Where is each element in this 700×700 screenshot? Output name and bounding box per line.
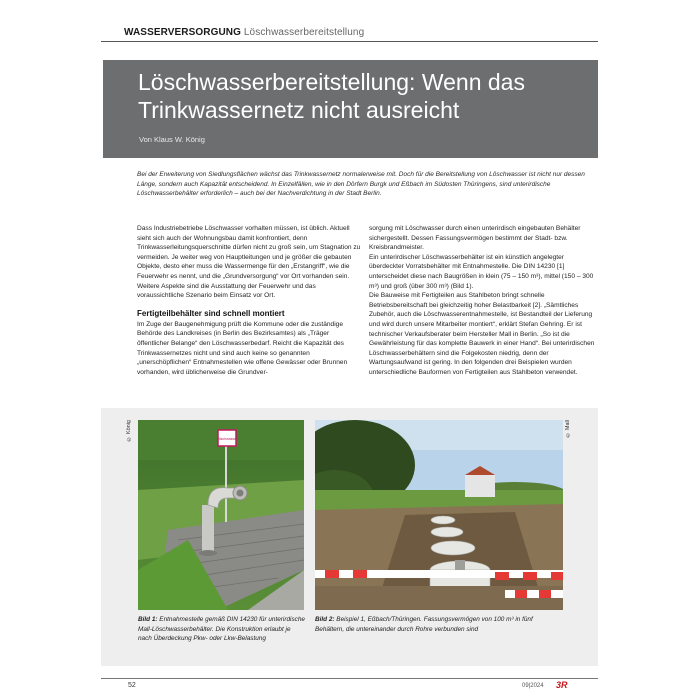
- photo-hydrant: [138, 420, 304, 610]
- body-paragraph: Die Bauweise mit Fertigteilen aus Stahlbeton bringt schnelle Betriebsbereitschaft bei gleichzeitig hoher Belastbarkeit [2]. „Sämtliches Zubehör, auch die Löschwasserentnahmestelle, ist Bestandteil der Lieferung und wird durch unsere Mitarbeiter montiert“, erklärt Stefan Gehring. Er ist technischer Verkaufsberater beim Hersteller Mall in Berlin. „So ist die Gewährleistung für das komplette Bauwerk in einer Hand“. Bei unterirdischen Löschwasserbehältern sind die Folgekosten niedrig, denn der Wartungsaufwand ist gering. In den folgenden drei Beispielen wurden unterschiedliche Bauformen von Fertigteilen aus Stahlbeton verwendet.: [369, 292, 595, 376]
- caption-label: Bild 2:: [315, 616, 335, 623]
- issue-label: 09|2024: [522, 683, 544, 689]
- magazine-logo: 3R: [556, 680, 568, 690]
- body-column-right: [369, 224, 595, 378]
- article-title: [138, 68, 588, 124]
- caption-text: Beispiel 1, Eßbach/Thüringen. Fassungsvermögen von 100 m³ in fünf Behältern, die untereinander durch Rohre verbunden sind: [315, 616, 533, 633]
- section-label: WASSERVERSORGUNG: [124, 27, 241, 38]
- title-block: [103, 60, 598, 158]
- title-line-1: Löschwasserbereitstellung: Wenn das: [138, 69, 525, 95]
- body-paragraph: Dass Industriebetriebe Löschwasser vorhalten müssen, ist üblich. Aktuell sieht sich auch der Wohnungsbau damit konfrontiert, denn Trinkwasserleitungsquerschnitte dürfen nicht zu groß sein, um Stagnation zu vermeiden. Je weiter weg von Hauptleitungen und je größer die gebauten Objekte, desto eher muss die Wassermenge für den „Erstangriff“, wie die Feuerwehr es nennt, und die „Grundversorgung“ vor Ort vorhanden sein. Weitere Aspekte sind die Ausstattung der Feuerwehr und das voraussichtliche Szenario beim Einsatz vor Ort.: [137, 225, 361, 300]
- caption-text: Entnahmestelle gemäß DIN 14230 für unterirdische Mall-Löschwasserbehälter. Die Konstruktion erlaubt je nach Überdeckung Pkw- oder Lkw-Belastung: [138, 616, 305, 643]
- sign-label: Löschwasser: [216, 437, 238, 441]
- section-heading: Fertigteilbehälter sind schnell montiert: [137, 308, 285, 318]
- title-line-2: Trinkwassernetz nicht ausreicht: [138, 97, 460, 123]
- footer-divider: [101, 678, 598, 679]
- construction-photo-illustration: [315, 420, 563, 610]
- photo-credit-1: © König: [126, 420, 132, 442]
- photo-construction-site: [315, 420, 563, 610]
- hydrant-photo-illustration: [138, 420, 304, 610]
- caption-label: Bild 1:: [138, 616, 158, 623]
- photo-credit-2: © Mall: [565, 420, 571, 438]
- figure-caption-1: [138, 615, 306, 644]
- body-paragraph: sorgung mit Löschwasser durch einen unterirdisch eingebauten Behälter sichergestellt. Dessen Fassungsvermögen bestimmt der Stadt- bzw. Kreisbrandmeister.: [369, 225, 581, 252]
- section-topic: Löschwasserbereitstellung: [243, 27, 365, 38]
- body-paragraph: Im Zuge der Baugenehmigung prüft die Kommune oder die zuständige Behörde des Landkreises (in Berlin des Bezirksamtes) als „Träger öffentlicher Belange“ den Löschwasserbedarf. Reicht die Kapazität des Trinkwassernetzes nicht und sind auch keine so genannten „unerschöpflichen“ Entnahmestellen wie offene Gewässer oder Brunnen vorhanden, wird üblicherweise die Grundver-: [137, 320, 348, 376]
- body-paragraph: Ein unterirdischer Löschwasserbehälter ist ein künstlich angelegter überdeckter Vorratsbehälter mit Entnahmestelle. Die DIN 14230 [1] unterscheidet diese nach Baugrößen in klein (75 – 150 m³), mittel (150 – 300 m³) und groß (über 300 m³) (Bild 1).: [369, 253, 594, 290]
- body-column-left: [137, 224, 363, 377]
- intro-paragraph: Bei der Erweiterung von Siedlungsflächen wächst das Trinkwassernetz normalerweise mit. Doch für die Bereitstellung von Löschwasser ist nicht nur dessen Länge, sondern auch Kapazität entscheidend. In Einzelfällen, wie in den Dörfern Burgk und Eßbach im Südosten Thüringens, sind unterirdische Löschwasserbehälter erforderlich – auch bei der Nachverdichtung in der Stadt Berlin.: [137, 171, 585, 197]
- figure-caption-2: [315, 615, 563, 634]
- author-byline: Von Klaus W. König: [139, 135, 205, 144]
- header-divider: [101, 41, 598, 42]
- page-number: 52: [128, 682, 136, 689]
